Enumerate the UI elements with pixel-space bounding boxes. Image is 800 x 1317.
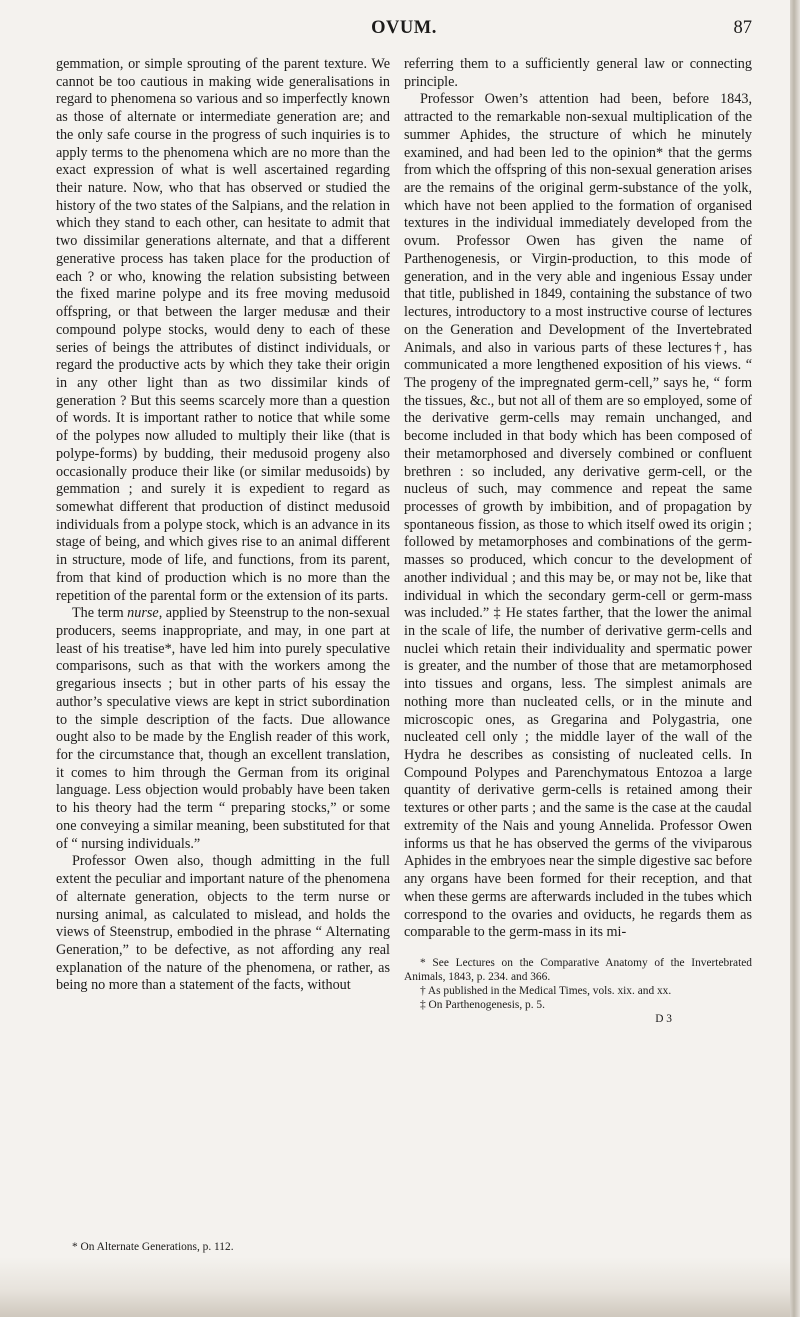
right-column [404, 56, 752, 1026]
paragraph-owen-objection: Professor Owen also, though admitting in the full extent the peculiar and important nature of the phenomena of alternate generation, objects to the term nurse or nursing animal, as calculated to mislead, and holds the views of Steenstrup, embodied in the phrase “ Alternating Generation,” to be defective, as not affording any real explanation of the nature of the phenomena, or rather, as being no more than a statement of the facts, without [56, 853, 390, 994]
paragraph-gemmation: gemmation, or simple sprouting of the parent texture. We cannot be too cautious in making wide generalisations in regard to phenomena so various and so imperfectly known as those of alternate or intermediate generation are; and the only safe course in the progress of such inquiries is to apply terms to the phenomena which are no more than the exact expression of what is well ascertained regarding their nature. Now, who that has observed or studied the history of the two states of the Salpians, and the relation in which they stand to each other, can hesitate to admit that two dissimilar generations alternate, and that a different generative process has taken place for the production of each ? or who, knowing the relation subsisting between the fixed marine polype and its free moving medusoid offspring, or that between the larger medusæ and their compound polype stocks, would deny to each of these series of beings the attributes of distinct individuals, or regard the productive acts by which they take their origin in any other light than as two dissimilar kinds of generation ? But this seems scarcely more than a question of words. It is important rather to notice that while some of the polypes now alluded to multiply their like (that is polype-forms) by budding, their medusoid progeny also occasionally produce their like (or similar medusoids) by gemmation ; and surely it is expedient to regard as somewhat different that production of distinct medusoid individuals from a polype stock, which is an advance in its stage of being, and which gives rise to an animal different in structure, mode of life, and functions, from its parent, from that kind of production which is no more than the repetition of the parental form or the extension of its parts. [56, 56, 390, 604]
paragraph-referring: referring them to a sufficiently general law or connecting principle. [404, 56, 752, 90]
page-bottom-shadow [0, 1257, 790, 1317]
footnote-parthenogenesis: ‡ On Parthenogenesis, p. 5. [420, 998, 545, 1011]
left-column [56, 56, 390, 995]
signature-mark: D 3 [655, 1012, 672, 1025]
right-footnotes [404, 952, 752, 1026]
running-title: OVUM. [371, 18, 437, 38]
left-footnote: * On Alternate Generations, p. 112. [72, 1241, 234, 1253]
page-number: 87 [733, 18, 752, 38]
paragraph-parthenogenesis: Professor Owen’s attention had been, before 1843, attracted to the remarkable non-sexual multiplication of the summer Aphides, the structure of which he minutely examined, and had been led to the opinion* that the germs from which the offspring of this non-sexual generation arises are the remains of the original germ-substance of the yolk, which have not been applied to the formation of organised textures in the individual immediately developed from the ovum. Professor Owen has given the name of Parthenogenesis, or Virgin-production, to this mode of generation, and in the very able and ingenious Essay under that title, published in 1849, containing the substance of two lectures, introductory to a most instructive course of lectures on the Generation and Development of the Invertebrated Animals, and also in various parts of these lectures†, has communicated a more lengthened exposition of his views. “ The progeny of the impregnated germ-cell,” says he, “ form the tissues, &c., but not all of them are so employed, some of the derivative germ-cells may remain unchanged, and become included in that body which has been composed of their metamorphosed and diversely combined or confluent brethren : so included, any derivative germ-cell, or the nucleus of such, may commence and repeat the same processes of growth by imbibition, and of propagation by spontaneous fission, as those to which itself owed its origin ; followed by metamorphoses and combinations of the germ-masses so produced, which concur to the development of another individual ; and this may be, or may not be, like that individual in which the secondary germ-cell or germ-mass was included.” ‡ He states farther, that the lower the animal in the scale of life, the number of derivative germ-cells and nuclei which retain their individuality and spermatic power is greater, and the number of those that are metamorphosed into tissues and organs, less. The simplest animals are nothing more than nucleated cells, or in the minute and microscopic ones, as Gregarina and Polygastria, one nucleated cell only ; the middle layer of the wall of the Hydra he describes as consisting of nucleated cells. In Compound Polypes and Parenchymatous Entozoa a large quantity of derivative germ-cells is retained among their textures or other parts ; and the same is the case at the caudal extremity of the Nais and young Annelida. Professor Owen informs us that he has observed the germs of the viviparous Aphides in the embryoes near the simple digestive sac before any organs have been formed for their reception, and that when these germs are afterwards included in the tubes which correspond to the ovaries and oviducts, he regards them as comparable to the germ-mass in its mi- [404, 91, 752, 941]
nurse-term: nurse [127, 605, 159, 622]
running-head [56, 16, 752, 44]
paragraph-nurse [56, 605, 390, 853]
footnote-lectures: * See Lectures on the Comparative Anatomy of the Invertebrated Animals, 1843, p. 234. and 366. [404, 956, 752, 983]
nurse-text-before: The term [72, 605, 128, 622]
nurse-text-after: , applied by Steenstrup to the non-sexual producers, seems inappropriate, and may, in one part at least of his treatise*, have led him into purely speculative comparisons, such as that with the workers among the gregarious insects ; but in other parts of his essay the author’s speculative views are kept in strict subordination to the simple description of the facts. Due allowance ought also to be made by the English reader of this work, for the circumstance that, though an excellent translation, it comes to him through the German from its original language. Less objection would probably have been taken to his theory had the term “ preparing stocks,” or some one conveying a similar meaning, been substituted for that of “ nursing individuals.” [56, 605, 390, 852]
footnote-medical-times: † As published in the Medical Times, vols. xix. and xx. [420, 984, 672, 997]
book-spine-edge [790, 0, 800, 1317]
